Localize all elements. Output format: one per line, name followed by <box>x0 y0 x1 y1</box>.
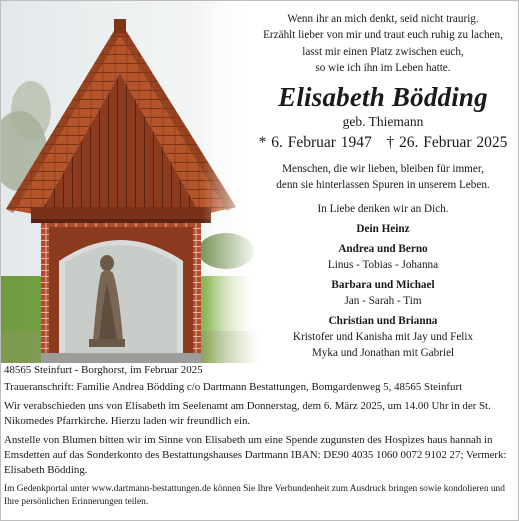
family-children: Linus - Tobias - Johanna <box>327 259 439 272</box>
family-names: Dein Heinz <box>356 223 410 236</box>
remember-line: In Liebe denken wir an Dich. <box>317 203 449 216</box>
family-names: Andrea und Berno <box>338 243 428 256</box>
maiden-name: geb. Thiemann <box>342 113 424 129</box>
poem-line: Wenn ihr an mich denkt, seid nicht traurig. <box>287 13 479 25</box>
shrine-photo <box>1 1 259 363</box>
family-group <box>249 221 517 237</box>
location-date: 48565 Steinfurt - Borghorst, im Februar 2025 <box>4 364 203 376</box>
family-group <box>249 277 517 309</box>
poem-line: Menschen, die wir lieben, bleiben für immer, <box>282 162 484 175</box>
family-children: Kristofer und Kanisha mit Jay und Felix <box>292 331 474 344</box>
poem-middle <box>249 161 517 194</box>
family-names: Barbara und Michael <box>331 279 435 292</box>
memorial-portal-note: Im Gedenkportal unter www.dartmann-bestattungen.de können Sie Ihre Verbundenheit zum Ausdruck bringen sowie kondolieren und Ihre persönlichen Erinnerungen teilen. <box>4 484 505 507</box>
funeral-service-info: Wir verabschieden uns von Elisabeth im Seelenamt am Donnerstag, dem 6. März 2025, um 14.00 Uhr in der St. Nikomedes Pfarrkirche. Hierzu laden wir freundlich ein. <box>4 400 491 427</box>
family-children: Myka und Jonathan mit Gabriel <box>311 347 455 360</box>
family-names: Christian und Brianna <box>328 315 438 328</box>
donation-request: Anstelle von Blumen bitten wir im Sinne von Elisabeth um eine Spende zugunsten des Hospizes haus hannah in Emsdetten auf das Sonderkonto des Bestattungshauses Dartmann IBAN: DE90 4035 1060 0072 9102 27; Vermerk: Elisabeth Bödding. <box>4 434 507 476</box>
obituary-details <box>4 363 514 514</box>
shrine-image <box>1 1 259 363</box>
poem-line: lasst mir einen Platz zwischen euch, <box>302 45 464 58</box>
life-dates: * 6. Februar 1947 † 26. Februar 2025 <box>258 133 508 151</box>
family-group <box>249 313 517 361</box>
poem-line: Erzählt lieber von mir und traut euch ruhig zu lachen, <box>263 29 503 42</box>
family-children: Jan - Sarah - Tim <box>344 295 422 308</box>
obituary-main-text <box>249 11 517 361</box>
poem-line: denn sie hinterlassen Spuren in unserem Leben. <box>276 179 490 192</box>
mourning-address: Traueranschrift: Familie Andrea Bödding c/o Dartmann Bestattungen, Bomgardenweg 5, 48565 Steinfurt <box>4 380 463 393</box>
poem-line: so wie ich ihn im Leben hatte. <box>315 62 451 75</box>
family-group <box>249 241 517 273</box>
poem-top <box>249 11 517 77</box>
deceased-name: Elisabeth Bödding <box>278 81 488 112</box>
